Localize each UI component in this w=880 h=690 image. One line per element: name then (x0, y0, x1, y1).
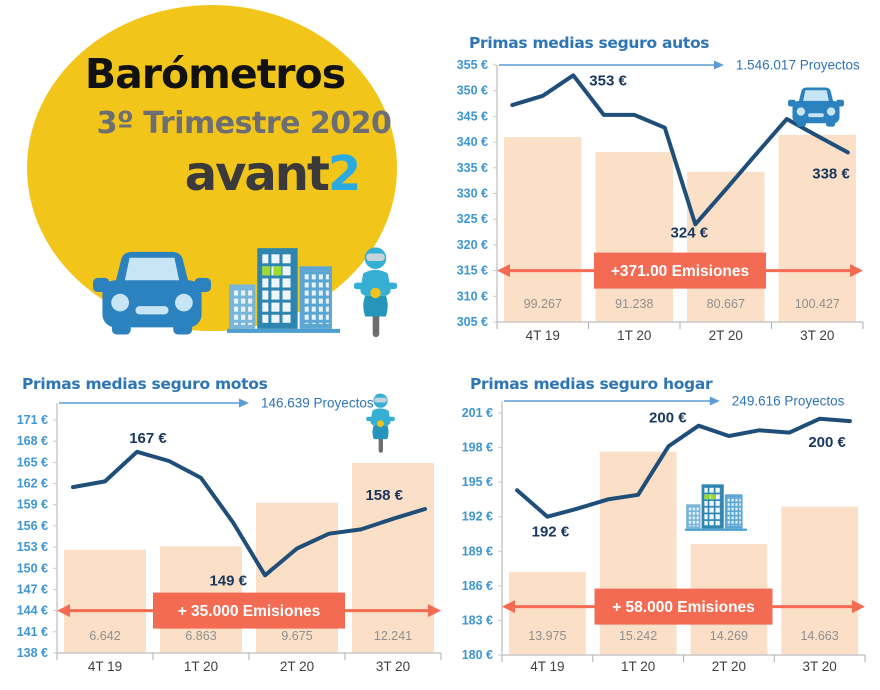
category-label: 4T 19 (530, 659, 565, 674)
left-arrow-icon (502, 600, 515, 613)
y-axis-label: 153 € (16, 540, 48, 555)
brand-logo-text: avant (184, 146, 328, 202)
chart-plot-hogar (450, 368, 880, 690)
y-axis-label: 355 € (456, 58, 488, 72)
y-axis-label: 144 € (16, 603, 48, 618)
y-axis-label: 335 € (456, 160, 488, 175)
car-icon (93, 247, 211, 337)
y-axis-label: 138 € (16, 646, 48, 660)
bar-value-label: 6.642 (89, 629, 121, 643)
chart-motos (0, 368, 450, 690)
y-axis-label: 165 € (16, 455, 48, 470)
y-axis-label: 186 € (461, 578, 493, 593)
chart-plot-autos (455, 28, 880, 350)
y-axis-label: 330 € (456, 186, 488, 201)
y-axis-label: 189 € (461, 544, 493, 559)
buildings-icon (227, 242, 340, 335)
y-axis-label: 156 € (16, 518, 48, 533)
chart-title: Primas medias seguro motos (22, 375, 268, 393)
category-label: 3T 20 (800, 328, 835, 343)
bar-value-label: 80.667 (706, 297, 745, 311)
y-axis-label: 305 € (456, 315, 488, 329)
bar-value-label: 14.269 (709, 629, 749, 643)
y-axis-label: 195 € (461, 475, 493, 490)
bar-value-label: 100.427 (794, 297, 840, 311)
y-axis-label: 168 € (16, 434, 48, 449)
price-line (517, 419, 850, 517)
point-label: 158 € (365, 487, 403, 504)
page-subtitle: 3º Trimestre 2020 (96, 106, 392, 141)
point-label: 149 € (209, 572, 247, 590)
page-title: Barómetros (84, 50, 346, 98)
proyectos-annotation (59, 396, 374, 411)
y-axis-label: 147 € (16, 582, 48, 597)
y-axis-label: 201 € (461, 406, 493, 420)
right-arrow-icon (239, 399, 249, 408)
category-label: 2T 20 (711, 659, 747, 674)
y-axis (457, 58, 497, 329)
motorcycle-icon (365, 392, 396, 454)
y-axis-label: 350 € (456, 83, 488, 98)
y-axis-label: 180 € (461, 648, 493, 662)
point-label: 200 € (808, 434, 846, 452)
y-axis-label: 198 € (461, 440, 493, 455)
bar (504, 137, 582, 322)
category-label: 3T 20 (802, 659, 837, 674)
chart-autos (455, 28, 880, 350)
y-axis-label: 315 € (456, 263, 488, 278)
chart-hogar (450, 368, 880, 690)
y-axis-label: 150 € (16, 561, 48, 576)
y-axis-label: 320 € (456, 237, 488, 252)
bar-value-label: 91.238 (615, 297, 654, 311)
chart-title: Primas medias seguro hogar (470, 375, 713, 393)
point-label: 338 € (812, 165, 850, 183)
emissions-label: +371.00 Emisiones (610, 263, 750, 281)
bar-value-label: 9.675 (281, 629, 313, 643)
proyectos-label: 146.639 Proyectos (261, 395, 374, 411)
right-arrow-icon (852, 600, 865, 613)
right-arrow-icon (710, 397, 720, 406)
proyectos-label: 1.546.017 Proyectos (735, 57, 860, 73)
chart-title: Primas medias seguro autos (469, 34, 710, 52)
brand-logo-accent: 2 (327, 146, 360, 202)
emissions-label: + 58.000 Emisiones (612, 599, 755, 617)
bar-value-label: 14.663 (800, 629, 839, 643)
y-axis-label: 340 € (456, 135, 488, 150)
emissions-label: + 35.000 Emisiones (177, 603, 321, 621)
bar-value-label: 15.242 (618, 629, 658, 643)
proyectos-annotation (499, 58, 860, 73)
category-label: 4T 19 (87, 659, 123, 674)
bar-value-label: 99.267 (523, 297, 562, 311)
bar-value-label: 12.241 (373, 629, 413, 643)
category-label: 4T 19 (525, 328, 560, 343)
point-label: 324 € (670, 224, 709, 242)
y-axis-label: 183 € (461, 613, 493, 628)
point-label: 167 € (129, 429, 167, 447)
point-label: 192 € (531, 523, 570, 541)
motorcycle-icon (352, 245, 399, 339)
y-axis (17, 403, 57, 660)
bar-value-label: 6.863 (185, 629, 217, 643)
y-axis-label: 159 € (16, 497, 48, 512)
right-arrow-icon (428, 604, 441, 617)
right-arrow-icon (850, 264, 863, 277)
car-icon (788, 85, 844, 128)
category-label: 2T 20 (279, 659, 315, 674)
brand-logo (150, 146, 394, 202)
category-label: 1T 20 (620, 659, 656, 674)
point-label: 200 € (649, 409, 687, 427)
left-arrow-icon (57, 604, 70, 617)
bar-value-label: 13.975 (528, 629, 567, 643)
y-axis-label: 171 € (16, 413, 48, 427)
proyectos-label: 249.616 Proyectos (731, 393, 845, 409)
bar (779, 135, 857, 322)
left-arrow-icon (497, 264, 510, 277)
category-label: 2T 20 (708, 328, 743, 343)
proyectos-annotation (504, 394, 845, 409)
point-label: 353 € (589, 72, 627, 90)
right-arrow-icon (714, 61, 724, 70)
y-axis (462, 401, 502, 662)
y-axis-label: 162 € (16, 476, 48, 491)
buildings-icon (685, 481, 747, 532)
category-label: 1T 20 (183, 659, 219, 674)
y-axis-label: 325 € (456, 212, 488, 227)
y-axis-label: 141 € (16, 624, 48, 639)
y-axis-label: 345 € (456, 109, 488, 124)
category-label: 1T 20 (617, 328, 652, 343)
y-axis-label: 192 € (461, 509, 493, 524)
y-axis-label: 310 € (456, 289, 488, 304)
category-label: 3T 20 (375, 659, 411, 674)
